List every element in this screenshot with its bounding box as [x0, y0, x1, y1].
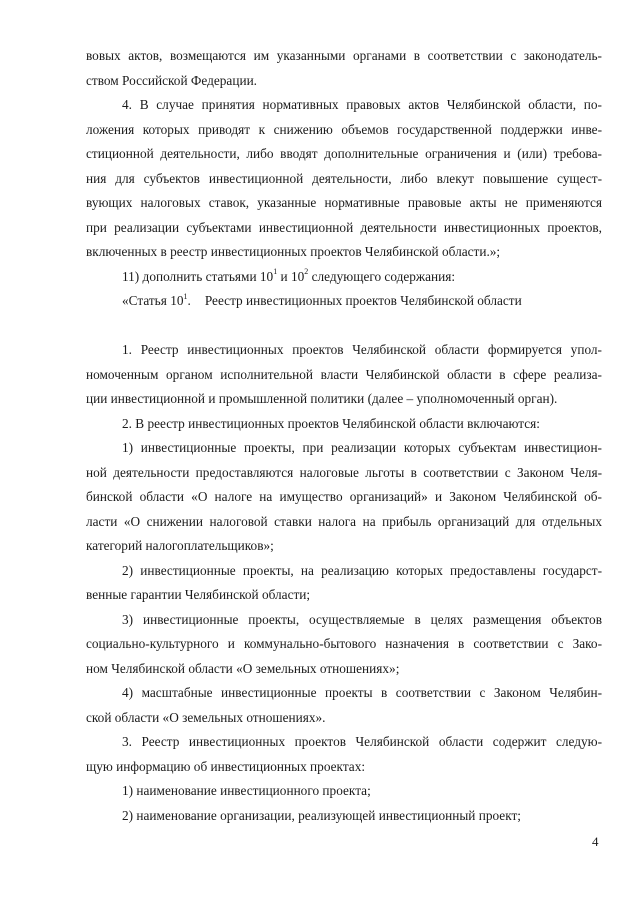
article-title: Реестр инвестиционных проектов Челябинской области — [204, 293, 522, 308]
text-line: вующих налоговых ставок, указанные нормативные правовые акты не применяются — [86, 195, 602, 210]
text-line: бинской области «О налоге на имущество организаций» и Законом Челябинской об- — [86, 489, 602, 504]
text-line: 1) наименование инвестиционного проекта; — [122, 783, 371, 798]
text-line: ской области «О земельных отношениях». — [86, 709, 326, 725]
text-line: вовых актов, возмещаются им указанными органами в соответствии с законодатель- — [86, 48, 602, 63]
text-line: 1) инвестиционные проекты, при реализации которых субъектам инвестицион- — [122, 440, 602, 455]
text-line: категорий налогоплательщиков»; — [86, 538, 274, 553]
text-line: 4) масштабные инвестиционные проекты в соответствии с Законом Челябин- — [122, 685, 602, 700]
text-line: 3) инвестиционные проекты, осуществляемые в целях размещения объектов — [122, 611, 602, 627]
amendment-intro: 11) дополнить статьями $10^1$ и $10^2$ следующего содержания: — [122, 267, 456, 284]
document-body — [86, 44, 602, 828]
text-line: 2) наименование организации, реализующей инвестиционный проект; — [122, 807, 521, 823]
page-number: 4 — [592, 834, 599, 849]
text-line: 1. Реестр инвестиционных проектов Челябинской области формируется упол- — [122, 342, 602, 357]
text-line: 2) инвестиционные проекты, на реализацию которых предоставлены государст- — [122, 562, 602, 578]
blank-line — [86, 314, 602, 339]
text-line: ством Российской Федерации. — [86, 72, 258, 88]
text-line: 4. В случае принятия нормативных правовых актов Челябинской области, по- — [122, 97, 602, 112]
article-heading: «Статья $10^1$. Реестр инвестиционных проектов Челябинской области — [122, 291, 522, 308]
text-line: ласти «О снижении налоговой ставки налога на прибыль организаций для отдельных — [86, 513, 602, 529]
text-line: при реализации субъектами инвестиционной деятельности инвестиционных проектов, — [86, 219, 602, 235]
text-line: венные гарантии Челябинской области; — [86, 587, 311, 602]
text-line: 3. Реестр инвестиционных проектов Челябинской области содержит следую- — [122, 734, 602, 749]
text-line: ния для субъектов инвестиционной деятельности, либо влекут повышение сущест- — [86, 170, 602, 186]
text-line: 2. В реестр инвестиционных проектов Челябинской области включаются: — [122, 415, 540, 431]
text-line: ном Челябинской области «О земельных отношениях»; — [86, 660, 400, 676]
text-line: ложения которых приводят к снижению объемов государственной поддержки инве- — [86, 121, 602, 137]
text-line: социально-культурного и коммунально-бытового назначения в соответствии с Зако- — [86, 636, 602, 651]
text-line: номоченным органом исполнительной власти Челябинской области в сфере реализа- — [86, 366, 602, 382]
text-line: стиционной деятельности, либо вводят дополнительные ограничения и (или) требова- — [86, 146, 602, 161]
text-line: включенных в реестр инвестиционных проектов Челябинской области.»; — [86, 244, 501, 259]
text-line: щую информацию об инвестиционных проектах: — [86, 758, 366, 774]
text-line: ной деятельности предоставляются налоговые льготы в соответствии с Законом Челя- — [86, 464, 602, 480]
text-line: ции инвестиционной и промышленной политики (далее – уполномоченный орган). — [86, 391, 558, 406]
